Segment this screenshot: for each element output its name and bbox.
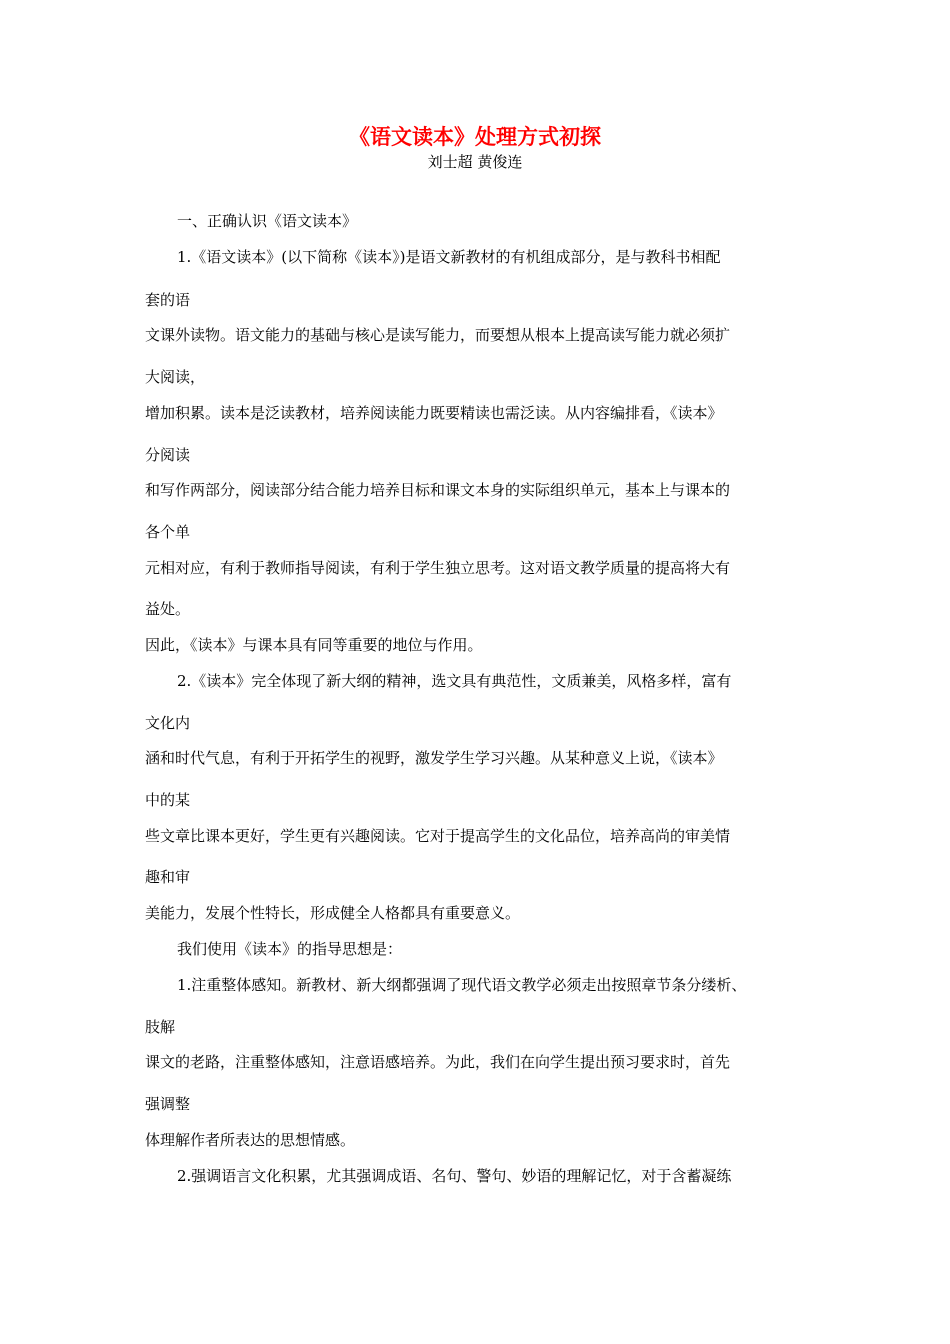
paragraph-line: 些文章比课本更好，学生更有兴趣阅读。它对于提高学生的文化品位，培养高尚的审美情 [145,827,731,845]
paragraph-line: 体理解作者所表达的思想情感。 [145,1131,356,1149]
paragraph-line: 元相对应，有利于教师指导阅读，有利于学生独立思考。这对语文教学质量的提高将大有 [145,559,731,577]
paragraph-line: 趣和审 [145,868,191,886]
paragraph-line: 2.强调语言文化积累，尤其强调成语、名句、警句、妙语的理解记忆，对于含蓄凝练 [177,1167,732,1185]
paragraph-line: 各个单 [145,523,191,541]
paragraph-line: 大阅读， [145,368,206,386]
paragraph-line: 课文的老路，注重整体感知，注意语感培养。为此，我们在向学生提出预习要求时，首先 [145,1053,731,1071]
paragraph-line: 益处。 [145,600,191,618]
paragraph-line: 分阅读 [145,446,191,464]
paragraph-line: 文化内 [145,714,191,732]
paragraph-line: 套的语 [145,291,191,309]
document-authors: 刘士超 黄俊连 [427,153,523,171]
paragraph-line: 强调整 [145,1095,191,1113]
document-title: 《语文读本》处理方式初探 [349,124,601,149]
paragraph-line: 涵和时代气息，有利于开拓学生的视野，激发学生学习兴趣。从某种意义上说，《读本》 [145,749,723,767]
paragraph-line: 增加积累。读本是泛读教材，培养阅读能力既要精读也需泛读。从内容编排看，《读本》 [145,404,723,422]
paragraph-line: 我们使用《读本》的指导思想是： [177,940,403,958]
paragraph-line: 肢解 [145,1018,176,1036]
paragraph-line: 文课外读物。语文能力的基础与核心是读写能力，而要想从根本上提高读写能力就必须扩 [145,326,731,344]
paragraph-line: 1.《语文读本》(以下简称《读本》)是语文新教材的有机组成部分，是与教科书相配 [177,248,721,266]
paragraph-line: 1.注重整体感知。新教材、新大纲都强调了现代语文教学必须走出按照章节条分缕析、 [177,976,747,994]
section-heading: 一、正确认识《语文读本》 [177,212,358,230]
paragraph-line: 和写作两部分，阅读部分结合能力培养目标和课文本身的实际组织单元，基本上与课本的 [145,481,731,499]
paragraph-line: 美能力，发展个性特长，形成健全人格都具有重要意义。 [145,904,521,922]
paragraph-line: 2.《读本》完全体现了新大纲的精神，选文具有典范性，文质兼美，风格多样，富有 [177,672,732,690]
paragraph-line: 中的某 [145,791,191,809]
paragraph-line: 因此，《读本》与课本具有同等重要的地位与作用。 [145,636,483,654]
